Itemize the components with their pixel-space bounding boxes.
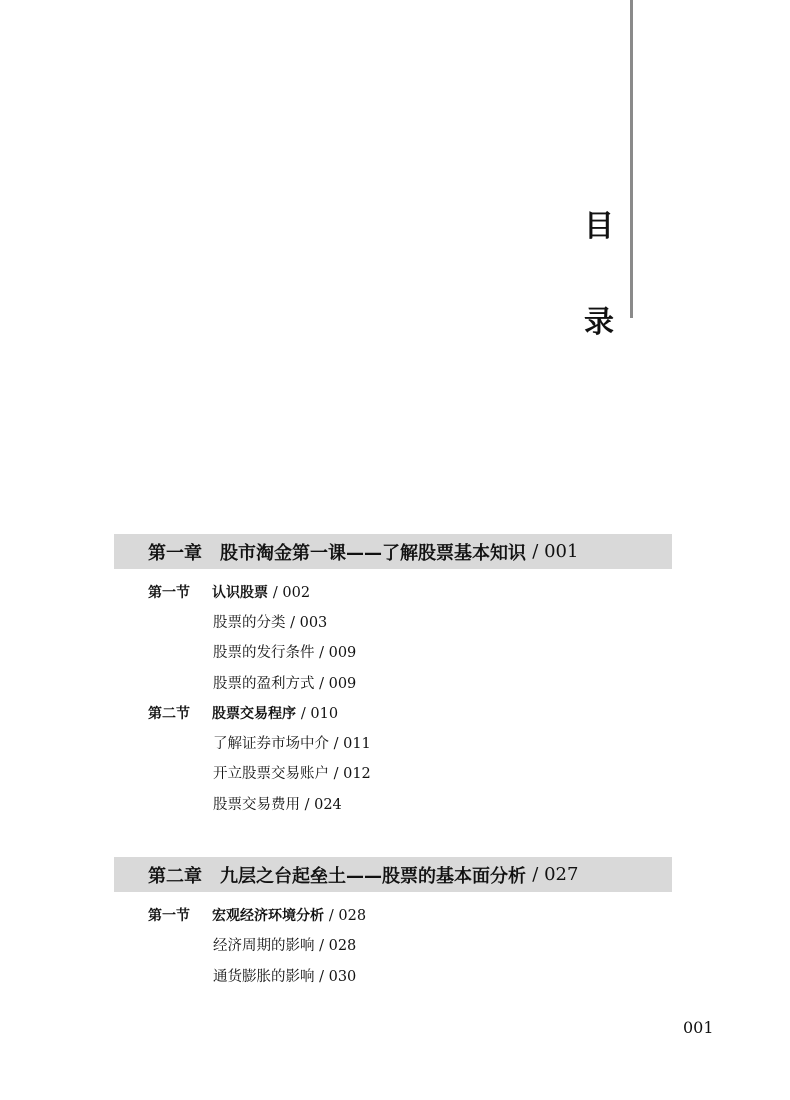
toc-item[interactable] <box>213 936 356 956</box>
section-page: / 010 <box>300 706 339 722</box>
toc-item[interactable] <box>213 734 371 754</box>
section-entry[interactable] <box>212 704 338 724</box>
item-text: 股票的发行条件 <box>213 645 315 661</box>
section-title: 股票交易程序 <box>212 706 296 722</box>
toc-heading-char-2: 录 <box>584 305 614 340</box>
item-text: 了解证券市场中介 <box>213 736 329 752</box>
chapter-page: / 027 <box>532 864 579 885</box>
item-page: / 009 <box>319 645 357 661</box>
toc-item[interactable] <box>213 795 342 815</box>
item-page: / 009 <box>319 676 357 692</box>
section-title: 认识股票 <box>212 585 268 601</box>
chapter-title: 股市淘金第一课——了解股票基本知识 <box>220 542 526 564</box>
chapter-page: / 001 <box>532 541 579 562</box>
section-label: 第二节 <box>148 706 190 722</box>
section-label: 第一节 <box>148 908 190 924</box>
chapter-1-bar[interactable] <box>114 534 672 569</box>
item-text: 通货膨胀的影响 <box>213 969 315 985</box>
item-page: / 011 <box>333 736 371 752</box>
toc-item[interactable] <box>213 967 356 987</box>
chapter-title: 九层之台起垒土——股票的基本面分析 <box>220 865 526 887</box>
page-number: 001 <box>683 1018 714 1037</box>
section-label: 第一节 <box>148 585 190 601</box>
item-text: 股票的盈利方式 <box>213 676 315 692</box>
section-entry[interactable] <box>212 583 310 603</box>
item-text: 开立股票交易账户 <box>213 766 329 782</box>
section-page: / 028 <box>328 908 367 924</box>
toc-item[interactable] <box>213 643 356 663</box>
vertical-rule <box>630 0 633 318</box>
chapter-number: 第二章 <box>148 865 202 887</box>
item-page: / 030 <box>319 969 357 985</box>
item-page: / 003 <box>290 615 328 631</box>
toc-item[interactable] <box>213 764 371 784</box>
item-text: 股票交易费用 <box>213 797 300 813</box>
chapter-number: 第一章 <box>148 542 202 564</box>
item-page: / 012 <box>333 766 371 782</box>
chapter-2-bar[interactable] <box>114 857 672 892</box>
item-page: / 024 <box>304 797 342 813</box>
toc-heading-char-1: 目 <box>584 209 614 244</box>
toc-item[interactable] <box>213 613 327 633</box>
section-entry[interactable] <box>212 906 366 926</box>
toc-item[interactable] <box>213 674 356 694</box>
item-text: 股票的分类 <box>213 615 286 631</box>
section-title: 宏观经济环境分析 <box>212 908 324 924</box>
item-text: 经济周期的影响 <box>213 938 315 954</box>
section-page: / 002 <box>272 585 311 601</box>
item-page: / 028 <box>319 938 357 954</box>
